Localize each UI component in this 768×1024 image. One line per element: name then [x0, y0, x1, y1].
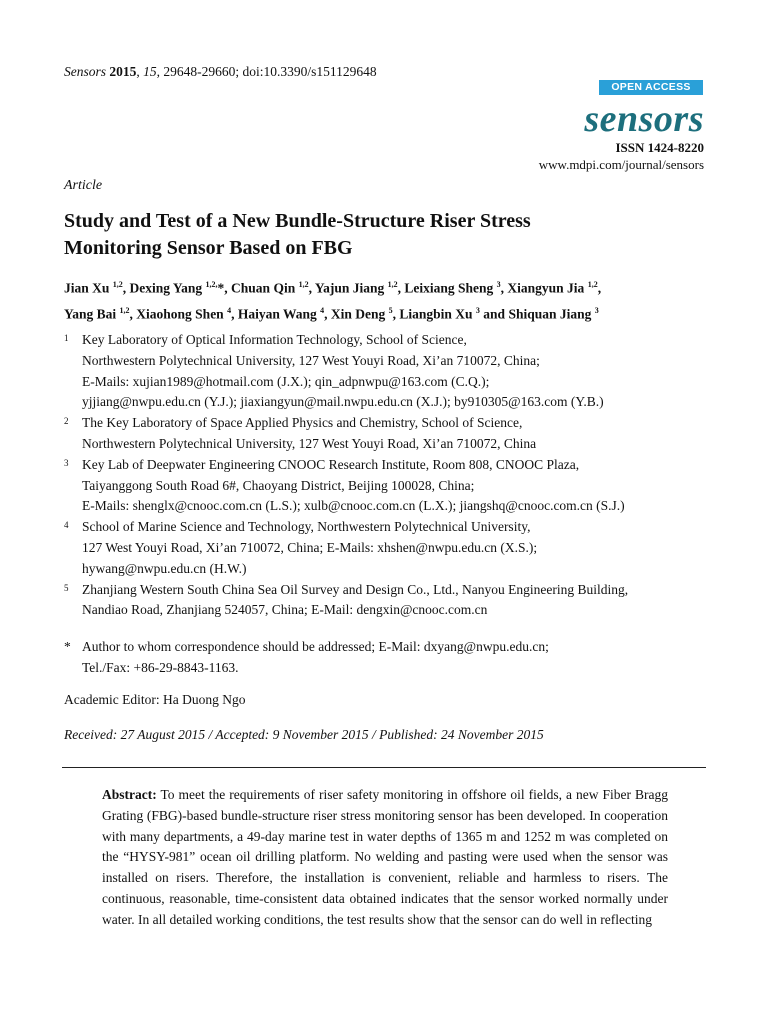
title-line: Monitoring Sensor Based on FBG	[64, 237, 353, 259]
author-separator: ,	[224, 280, 232, 296]
affiliation-marker: 1,2	[298, 280, 309, 289]
issn: ISSN 1424-8220	[615, 140, 704, 155]
author-name: Shiquan Jiang	[508, 306, 592, 321]
affiliation-number: 1	[64, 333, 69, 343]
citation-journal: Sensors	[64, 64, 107, 79]
abstract-text: To meet the requirements of riser safety monitoring in offshore oil fields, a new Fiber Bragg Grating (FBG)-based bundle-structure riser stress monitoring sensor has been developed. In cooperation with many departments, a 49-day marine test in water depths of 1365 m and 1252 m was completed on the “HYSY-981” ocean oil drilling platform. No welding and pasting were used when the sensor was installed on risers. Therefore, the installation is convenient, reliable and harmless to risers. The continuous, reasonable, time-consistent data obtained indicates that the sensor worked normally under water. In all detailed working conditions, the test results show that the sensor can do well in reflecting	[102, 787, 668, 927]
affiliation-marker: 5	[388, 305, 393, 315]
author-name: Yang Bai	[64, 306, 117, 321]
affiliation-marker: 4	[227, 305, 232, 315]
section-divider	[62, 767, 706, 768]
journal-logo-text: sensors	[584, 98, 704, 140]
affiliation-marker: 3	[496, 280, 501, 289]
author-separator: ,	[597, 280, 602, 296]
affiliation-marker: 3	[475, 305, 480, 315]
affiliation-line: yjjiang@nwpu.edu.cn (Y.J.); jiaxiangyun@mail.nwpu.edu.cn (X.J.); by910305@163.com (Y.B.)	[82, 394, 604, 410]
author-name: Xiangyun Jia	[507, 280, 585, 296]
affiliation-line: 127 West Youyi Road, Xi’an 710072, China; E-Mails: xhshen@nwpu.edu.cn (X.S.);	[82, 539, 538, 555]
affiliation-item	[64, 580, 714, 622]
corresponding-line: Author to whom correspondence should be addressed; E-Mail: dxyang@nwpu.edu.cn;	[82, 639, 549, 654]
author-separator: ,	[324, 306, 331, 321]
asterisk-marker: *	[64, 639, 71, 654]
affiliation-marker: 1,2	[587, 280, 598, 289]
affiliation-line: E-Mails: xujian1989@hotmail.com (J.X.); qin_adpnwpu@163.com (C.Q.);	[82, 373, 490, 389]
author-name: Dexing Yang	[129, 280, 203, 296]
affiliation-line: Taiyanggong South Road 6#, Chaoyang District, Beijing 100028, China;	[82, 477, 475, 493]
affiliation-marker: 1,2	[387, 280, 398, 289]
author-name: Xin Deng	[330, 306, 386, 321]
citation-year: 2015	[109, 64, 137, 79]
publication-dates: Received: 27 August 2015 / Accepted: 9 November 2015 / Published: 24 November 2015	[64, 727, 544, 742]
article-type: Article	[64, 178, 103, 193]
affiliation-marker: 1,2	[119, 305, 130, 315]
affiliation-line: hywang@nwpu.edu.cn (H.W.)	[82, 560, 247, 576]
corresponding-star: *	[217, 280, 225, 296]
affiliation-line: Key Lab of Deepwater Engineering CNOOC Research Institute, Room 808, CNOOC Plaza,	[82, 456, 580, 472]
title-line: Study and Test of a New Bundle-Structure Riser Stress	[64, 210, 531, 232]
affiliation-line: Nandiao Road, Zhanjiang 524057, China; E-Mail: dengxin@cnooc.com.cn	[82, 602, 488, 618]
affiliation-number: 4	[64, 520, 69, 531]
author-name: Chuan Qin	[231, 280, 296, 296]
journal-url-link[interactable]: www.mdpi.com/journal/sensors	[538, 157, 704, 172]
citation-volume: 15	[143, 64, 157, 79]
affiliation-marker: 4	[320, 305, 325, 315]
author-line	[64, 274, 714, 300]
affiliation-list	[64, 330, 714, 621]
academic-editor: Academic Editor: Ha Duong Ngo	[64, 692, 246, 707]
author-list	[64, 274, 714, 325]
affiliation-number: 3	[64, 457, 69, 468]
author-name: Haiyan Wang	[237, 306, 317, 321]
open-access-badge: OPEN ACCESS	[599, 80, 703, 95]
author-separator: ,	[231, 306, 238, 321]
corresponding-line: Tel./Fax: +86-29-8843-1163.	[82, 659, 239, 675]
affiliation-line: E-Mails: shenglx@cnooc.com.cn (L.S.); xulb@cnooc.com.cn (L.X.); jiangshq@cnooc.com.cn (S.J.)	[82, 498, 625, 514]
affiliation-line: Key Laboratory of Optical Information Technology, School of Science,	[82, 332, 467, 347]
author-separator: ,	[397, 280, 405, 296]
affiliation-marker: 3	[594, 305, 599, 315]
abstract-paragraph	[102, 785, 668, 931]
author-name: Jian Xu	[64, 280, 110, 296]
abstract-label: Abstract:	[102, 787, 157, 802]
author-separator: and	[479, 306, 509, 321]
author-name: Leixiang Sheng	[404, 280, 494, 296]
affiliation-number: 2	[64, 416, 69, 427]
affiliation-marker: 1,2,	[205, 280, 218, 289]
author-name: Yajun Jiang	[314, 280, 385, 296]
author-separator: ,	[122, 280, 130, 296]
affiliation-line: The Key Laboratory of Space Applied Physics and Chemistry, School of Science,	[82, 415, 523, 431]
corresponding-author-note	[64, 637, 732, 679]
author-line	[64, 300, 714, 326]
author-name: Xiaohong Shen	[136, 306, 224, 321]
affiliation-item	[64, 455, 714, 517]
affiliation-line: School of Marine Science and Technology, Northwestern Polytechnical University,	[82, 519, 531, 535]
affiliation-number: 5	[64, 582, 69, 593]
affiliation-marker: 1,2	[112, 280, 123, 289]
citation-line: Sensors 2015, 15, 29648-29660; doi:10.3390/s151129648	[64, 64, 377, 79]
affiliation-line: Northwestern Polytechnical University, 127 West Youyi Road, Xi’an 710072, China;	[82, 352, 540, 368]
author-name: Liangbin Xu	[399, 306, 473, 321]
citation-pages-doi: , 29648-29660; doi:10.3390/s151129648	[156, 64, 377, 79]
paper-title	[64, 208, 704, 262]
affiliation-item	[64, 330, 714, 413]
author-separator: ,	[500, 280, 508, 296]
affiliation-item	[64, 413, 714, 455]
affiliation-line: Zhanjiang Western South China Sea Oil Survey and Design Co., Ltd., Nanyou Engineering Building,	[82, 581, 629, 597]
author-separator: ,	[392, 306, 400, 321]
author-separator: ,	[308, 280, 315, 296]
author-separator: ,	[129, 306, 137, 321]
affiliation-item	[64, 517, 714, 579]
affiliation-line: Northwestern Polytechnical University, 127 West Youyi Road, Xi’an 710072, China	[82, 435, 537, 451]
